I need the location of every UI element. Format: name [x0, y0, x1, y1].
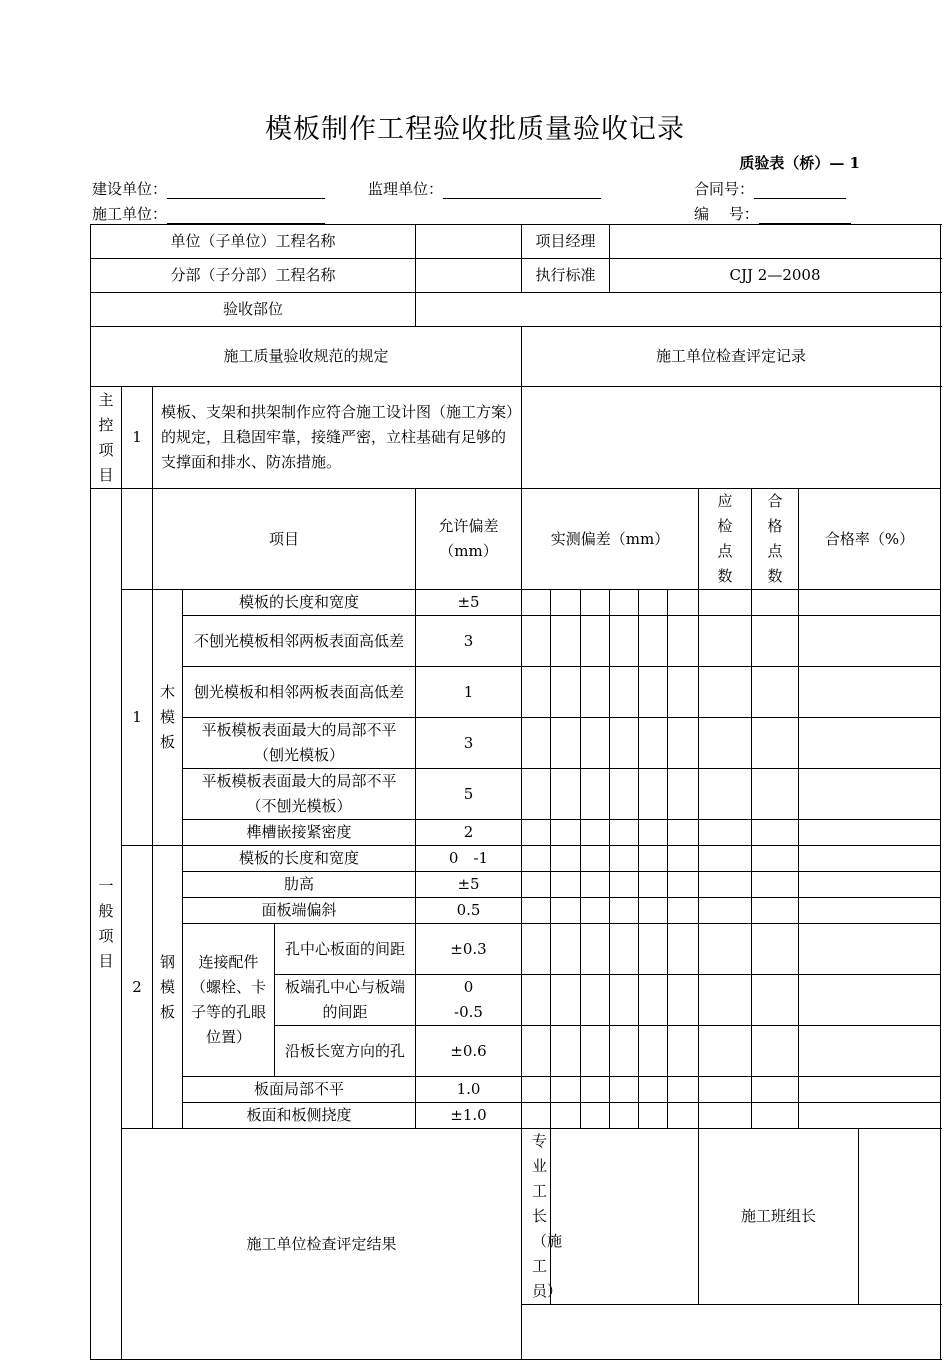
measure-cell[interactable]	[522, 667, 551, 718]
rate-cell[interactable]	[799, 1026, 941, 1077]
general-header-row	[91, 489, 941, 590]
measure-cell[interactable]	[668, 718, 699, 769]
fitting-value-2: ±0.6	[416, 1026, 522, 1077]
measure-cell[interactable]	[581, 924, 610, 975]
measure-cell[interactable]	[639, 718, 668, 769]
measure-cell[interactable]	[610, 872, 639, 898]
measure-cell[interactable]	[581, 769, 610, 820]
qualified-cell[interactable]	[752, 590, 799, 616]
measure-cell[interactable]	[581, 718, 610, 769]
division-project-value[interactable]	[416, 259, 522, 293]
unit-project-value[interactable]	[416, 225, 522, 259]
points-cell[interactable]	[699, 924, 752, 975]
rate-cell[interactable]	[799, 924, 941, 975]
measure-cell[interactable]	[610, 616, 639, 667]
measure-cell[interactable]	[639, 1103, 668, 1129]
points-cell[interactable]	[699, 667, 752, 718]
fitting-value-0: ±0.3	[416, 924, 522, 975]
measure-cell[interactable]	[581, 1077, 610, 1103]
qualified-cell[interactable]	[752, 1026, 799, 1077]
measure-cell[interactable]	[581, 846, 610, 872]
measure-cell[interactable]	[668, 924, 699, 975]
unit-project-label: 单位（子单位）工程名称	[91, 225, 416, 259]
measure-cell[interactable]	[551, 590, 581, 616]
supervision-unit-field	[368, 178, 601, 199]
qualified-cell[interactable]	[752, 872, 799, 898]
measure-cell[interactable]	[639, 1077, 668, 1103]
points-cell[interactable]	[699, 975, 752, 1026]
acceptance-part-row	[91, 293, 941, 327]
measure-cell[interactable]	[522, 872, 551, 898]
table-row	[91, 820, 941, 846]
rate-cell[interactable]	[799, 616, 941, 667]
qualified-cell[interactable]	[752, 1077, 799, 1103]
standard-value: CJJ 2—2008	[610, 259, 941, 293]
measure-cell[interactable]	[639, 924, 668, 975]
table-row	[91, 872, 941, 898]
main-control-label-text: 主控项目	[98, 390, 114, 484]
measure-cell[interactable]	[581, 667, 610, 718]
wood-value-0: ±5	[416, 590, 522, 616]
measure-cell[interactable]	[522, 1077, 551, 1103]
table-row	[91, 1077, 941, 1103]
measure-cell[interactable]	[639, 846, 668, 872]
builder-unit-line[interactable]	[167, 207, 325, 224]
steel-item-0: 模板的长度和宽度	[183, 846, 416, 872]
col-item: 项目	[153, 489, 416, 590]
number-line[interactable]	[759, 207, 851, 224]
table-row	[91, 846, 941, 872]
points-cell[interactable]	[699, 846, 752, 872]
measure-cell[interactable]	[551, 1103, 581, 1129]
main-control-text: 模板、支架和拱架制作应符合施工设计图（施工方案）的规定，且稳固牢靠，接缝严密，立柱基础有足够的支撑面和排水、防冻措施。	[153, 387, 522, 489]
measure-cell[interactable]	[639, 898, 668, 924]
acceptance-part-label: 验收部位	[91, 293, 416, 327]
rate-cell[interactable]	[799, 1077, 941, 1103]
division-project-row	[91, 259, 941, 293]
project-manager-label: 项目经理	[522, 225, 610, 259]
wood-index: 1	[122, 590, 153, 846]
measure-cell[interactable]	[551, 898, 581, 924]
main-control-index: 1	[122, 387, 153, 489]
fitting-value-1	[416, 975, 522, 1026]
qualified-cell[interactable]	[752, 975, 799, 1026]
project-manager-value[interactable]	[610, 225, 941, 259]
measure-cell[interactable]	[551, 616, 581, 667]
measure-cell[interactable]	[668, 1077, 699, 1103]
result-label: 施工单位检查评定结果	[122, 1129, 522, 1360]
measure-cell[interactable]	[522, 718, 551, 769]
measure-cell[interactable]	[639, 616, 668, 667]
wood-value-2: 1	[416, 667, 522, 718]
measure-cell[interactable]	[668, 820, 699, 846]
record-header: 施工单位检查评定记录	[522, 327, 941, 387]
rate-cell[interactable]	[799, 846, 941, 872]
points-cell[interactable]	[699, 590, 752, 616]
main-control-record[interactable]	[522, 387, 941, 489]
qualified-cell[interactable]	[752, 718, 799, 769]
measure-cell[interactable]	[668, 898, 699, 924]
construction-unit-label: 建设单位：	[92, 180, 168, 198]
measure-cell[interactable]	[522, 820, 551, 846]
rate-cell[interactable]	[799, 820, 941, 846]
qualified-cell[interactable]	[752, 898, 799, 924]
steel-item-1: 肋高	[183, 872, 416, 898]
fitting-item-2: 沿板长宽方向的孔	[275, 1026, 416, 1077]
footer-row	[91, 1129, 941, 1305]
wood-item-3: 平板模板表面最大的局部不平（刨光模板）	[183, 718, 416, 769]
fittings-label: 连接配件（螺栓、卡子等的孔眼位置）	[183, 924, 275, 1077]
points-cell[interactable]	[699, 1103, 752, 1129]
measure-cell[interactable]	[639, 769, 668, 820]
steel-after-item-1: 板面和板侧挠度	[183, 1103, 416, 1129]
measure-cell[interactable]	[639, 1026, 668, 1077]
builder-unit-field	[92, 203, 325, 224]
table-row	[91, 898, 941, 924]
construction-unit-field	[92, 178, 325, 199]
steel-label: 钢模板	[153, 846, 183, 1129]
col-qualified: 合格点数	[752, 489, 799, 590]
measure-cell[interactable]	[551, 872, 581, 898]
measure-cell[interactable]	[522, 1103, 551, 1129]
measure-cell[interactable]	[668, 846, 699, 872]
col-measured: 实测偏差（mm）	[522, 489, 699, 590]
table-row	[91, 590, 941, 616]
measure-cell[interactable]	[551, 718, 581, 769]
rate-cell[interactable]	[799, 872, 941, 898]
points-cell[interactable]	[699, 769, 752, 820]
points-cell[interactable]	[699, 616, 752, 667]
steel-value-2: 0.5	[416, 898, 522, 924]
contract-no-field	[694, 178, 846, 199]
rate-cell[interactable]	[799, 590, 941, 616]
col-allowed: 允许偏差（mm）	[416, 489, 522, 590]
measure-cell[interactable]	[551, 1026, 581, 1077]
division-project-label: 分部（子分部）工程名称	[91, 259, 416, 293]
wood-label: 木模板	[153, 590, 183, 846]
measure-cell[interactable]	[551, 975, 581, 1026]
steel-after-value-1: ±1.0	[416, 1103, 522, 1129]
wood-value-3: 3	[416, 718, 522, 769]
spec-header: 施工质量验收规范的规定	[91, 327, 522, 387]
wood-item-4: 平板模板表面最大的局部不平（不刨光模板）	[183, 769, 416, 820]
measure-cell[interactable]	[610, 975, 639, 1026]
measure-cell[interactable]	[551, 667, 581, 718]
measure-cell[interactable]	[639, 820, 668, 846]
qualified-cell[interactable]	[752, 1103, 799, 1129]
steel-after-item-0: 板面局部不平	[183, 1077, 416, 1103]
measure-cell[interactable]	[668, 975, 699, 1026]
steel-value-1: ±5	[416, 872, 522, 898]
wood-item-5: 榫槽嵌接紧密度	[183, 820, 416, 846]
rate-cell[interactable]	[799, 769, 941, 820]
measure-cell[interactable]	[610, 1103, 639, 1129]
points-cell[interactable]	[699, 1077, 752, 1103]
rate-cell[interactable]	[799, 975, 941, 1026]
contract-no-line[interactable]	[754, 182, 846, 199]
measure-cell[interactable]	[522, 975, 551, 1026]
foreman-label: 专业工长（施工员）	[522, 1129, 551, 1305]
measure-cell[interactable]	[581, 616, 610, 667]
measure-cell[interactable]	[610, 667, 639, 718]
table-row	[91, 924, 941, 975]
measure-cell[interactable]	[551, 924, 581, 975]
fitting-item-0: 孔中心板面的间距	[275, 924, 416, 975]
main-control-row	[91, 387, 941, 489]
contract-no-label: 合同号：	[694, 180, 755, 198]
measure-cell[interactable]	[668, 616, 699, 667]
fitting-value-1-b: -0.5	[454, 1003, 483, 1021]
col-rate: 合格率（%）	[799, 489, 941, 590]
measure-cell[interactable]	[581, 975, 610, 1026]
measure-cell[interactable]	[581, 1026, 610, 1077]
qualified-cell[interactable]	[752, 924, 799, 975]
measure-cell[interactable]	[668, 769, 699, 820]
wood-value-4: 5	[416, 769, 522, 820]
measure-cell[interactable]	[639, 590, 668, 616]
acceptance-part-value[interactable]	[416, 293, 941, 327]
measure-cell[interactable]	[522, 846, 551, 872]
measure-cell[interactable]	[610, 924, 639, 975]
general-label-text: 一般项目	[98, 877, 114, 970]
qualified-cell[interactable]	[752, 846, 799, 872]
measure-cell[interactable]	[610, 898, 639, 924]
measure-cell[interactable]	[522, 616, 551, 667]
main-control-label	[91, 387, 122, 489]
table-row	[91, 718, 941, 769]
points-cell[interactable]	[699, 1026, 752, 1077]
measure-cell[interactable]	[551, 769, 581, 820]
measure-cell[interactable]	[581, 590, 610, 616]
steel-item-2: 面板端偏斜	[183, 898, 416, 924]
rate-cell[interactable]	[799, 718, 941, 769]
qualified-cell[interactable]	[752, 769, 799, 820]
measure-cell[interactable]	[668, 872, 699, 898]
points-cell[interactable]	[699, 898, 752, 924]
page-title: 模板制作工程验收批质量验收记录	[265, 114, 685, 145]
qualified-cell[interactable]	[752, 616, 799, 667]
form-code: 质验表（桥）— 1	[739, 154, 860, 172]
rate-cell[interactable]	[799, 898, 941, 924]
points-cell[interactable]	[699, 820, 752, 846]
measure-cell[interactable]	[581, 872, 610, 898]
result-value[interactable]	[522, 1305, 941, 1360]
measure-cell[interactable]	[522, 590, 551, 616]
fitting-value-1-a: 0	[463, 978, 474, 996]
measure-cell[interactable]	[581, 898, 610, 924]
team-leader-label: 施工班组长	[699, 1129, 859, 1305]
table-row	[91, 667, 941, 718]
wood-item-2: 刨光模板和相邻两板表面高低差	[183, 667, 416, 718]
steel-index: 2	[122, 846, 153, 1129]
number-label: 编 号：	[694, 205, 759, 223]
measure-cell[interactable]	[551, 820, 581, 846]
table-row	[91, 769, 941, 820]
number-field	[694, 203, 851, 224]
qualified-cell[interactable]	[752, 667, 799, 718]
measure-cell[interactable]	[639, 975, 668, 1026]
standard-label: 执行标准	[522, 259, 610, 293]
unit-project-row	[91, 225, 941, 259]
measure-cell[interactable]	[522, 1026, 551, 1077]
construction-unit-line[interactable]	[167, 182, 325, 199]
measure-cell[interactable]	[610, 1026, 639, 1077]
acceptance-table	[90, 224, 941, 1360]
team-leader-value[interactable]	[859, 1129, 941, 1305]
section-header-row	[91, 327, 941, 387]
supervision-unit-line[interactable]	[443, 182, 601, 199]
measure-cell[interactable]	[581, 1103, 610, 1129]
measure-cell[interactable]	[668, 667, 699, 718]
measure-cell[interactable]	[639, 872, 668, 898]
wood-item-0: 模板的长度和宽度	[183, 590, 416, 616]
wood-value-1: 3	[416, 616, 522, 667]
wood-item-1: 不刨光模板相邻两板表面高低差	[183, 616, 416, 667]
measure-cell[interactable]	[668, 590, 699, 616]
supervision-unit-label: 监理单位：	[368, 180, 444, 198]
measure-cell[interactable]	[581, 820, 610, 846]
steel-value-0: 0 -1	[416, 846, 522, 872]
col-points: 应检点数	[699, 489, 752, 590]
points-cell[interactable]	[699, 718, 752, 769]
steel-after-value-0: 1.0	[416, 1077, 522, 1103]
measure-cell[interactable]	[610, 590, 639, 616]
measure-cell[interactable]	[610, 769, 639, 820]
foreman-value[interactable]	[551, 1129, 699, 1305]
measure-cell[interactable]	[522, 924, 551, 975]
table-row	[91, 1103, 941, 1129]
measure-cell[interactable]	[610, 846, 639, 872]
rate-cell[interactable]	[799, 1103, 941, 1129]
table-row	[91, 616, 941, 667]
measure-cell[interactable]	[610, 820, 639, 846]
wood-value-5: 2	[416, 820, 522, 846]
points-cell[interactable]	[699, 872, 752, 898]
fitting-item-1: 板端孔中心与板端的间距	[275, 975, 416, 1026]
measure-cell[interactable]	[668, 1103, 699, 1129]
measure-cell[interactable]	[639, 667, 668, 718]
measure-cell[interactable]	[610, 1077, 639, 1103]
measure-cell[interactable]	[522, 898, 551, 924]
measure-cell[interactable]	[610, 718, 639, 769]
measure-cell[interactable]	[551, 846, 581, 872]
rate-cell[interactable]	[799, 667, 941, 718]
measure-cell[interactable]	[551, 1077, 581, 1103]
general-label	[91, 489, 122, 1360]
measure-cell[interactable]	[522, 769, 551, 820]
builder-unit-label: 施工单位：	[92, 205, 168, 223]
qualified-cell[interactable]	[752, 820, 799, 846]
general-header-blank	[122, 489, 153, 590]
measure-cell[interactable]	[668, 1026, 699, 1077]
